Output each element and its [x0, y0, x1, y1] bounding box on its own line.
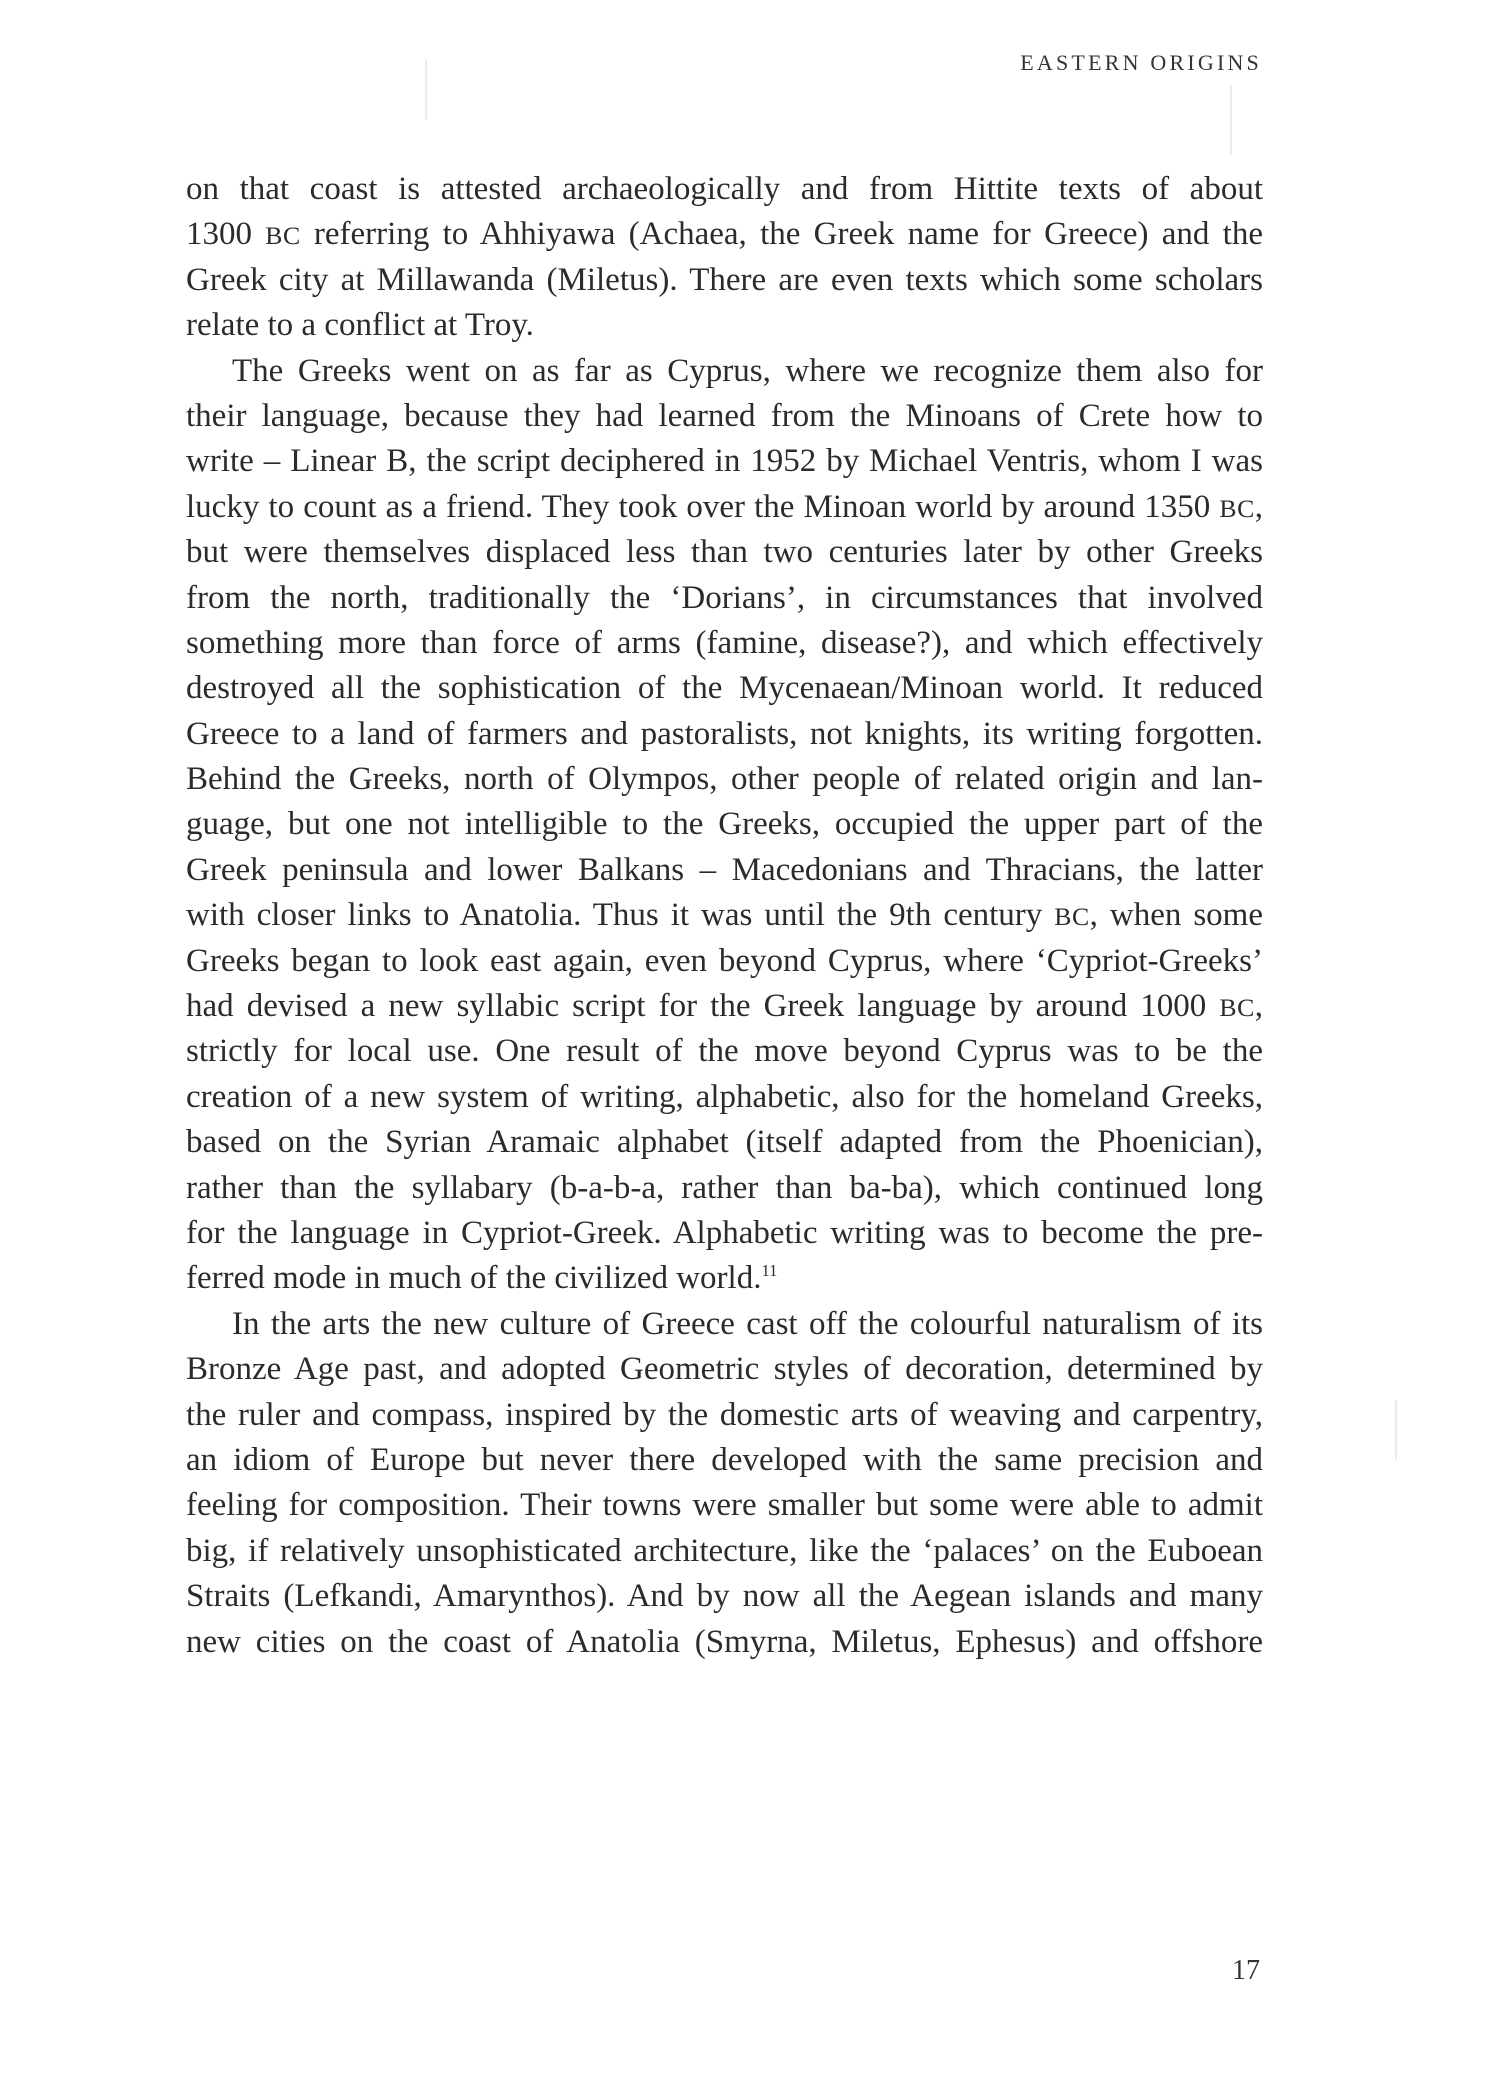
- text-line: Bronze Age past, and adopted Geometric styles of decoration, determined by: [186, 1351, 1263, 1388]
- text-line: rather than the syllabary (b-a-b-a, rather than ba-ba), which continued long: [186, 1169, 1263, 1206]
- text-line: big, if relatively unsophisticated architecture, like the ‘palaces’ on the Euboean: [186, 1532, 1263, 1569]
- text-line: write – Linear B, the script deciphered in 1952 by Michael Ventris, whom I was: [186, 443, 1263, 480]
- text-line: had devised a new syllabic script for the Greek language by around 1000 BC,: [186, 988, 1263, 1025]
- text-line: based on the Syrian Aramaic alphabet (itself adapted from the Phoenician),: [186, 1124, 1263, 1161]
- text-line: with closer links to Anatolia. Thus it was until the 9th century BC, when some: [186, 897, 1263, 934]
- page-number: 17: [1232, 1955, 1260, 1986]
- text-line: In the arts the new culture of Greece cast off the colourful naturalism of its: [232, 1305, 1263, 1342]
- text-line: feeling for composition. Their towns were smaller but some were able to admit: [186, 1487, 1263, 1524]
- paragraph: [186, 167, 1263, 349]
- text-line: lucky to count as a friend. They took over the Minoan world by around 1350 BC,: [186, 488, 1263, 525]
- text-line: their language, because they had learned from the Minoans of Crete how to: [186, 397, 1263, 434]
- text-line: strictly for local use. One result of the move beyond Cyprus was to be the: [186, 1033, 1263, 1070]
- scan-artifact: [425, 60, 427, 120]
- text-line: The Greeks went on as far as Cyprus, where we recognize them also for: [232, 352, 1263, 389]
- text-line: new cities on the coast of Anatolia (Smyrna, Miletus, Ephesus) and offshore: [186, 1623, 1263, 1660]
- footnote-reference[interactable]: 11: [761, 1261, 778, 1281]
- text-line: an idiom of Europe but never there developed with the same precision and: [186, 1441, 1263, 1478]
- text-line: Greece to a land of farmers and pastoralists, not knights, its writing forgotten.: [186, 715, 1263, 752]
- text-line: destroyed all the sophistication of the Mycenaean/Minoan world. It reduced: [186, 670, 1263, 707]
- scan-artifact: [1395, 1400, 1397, 1460]
- scan-artifact: [1230, 85, 1232, 155]
- paragraph: [186, 1302, 1263, 1665]
- text-line: on that coast is attested archaeologically and from Hittite texts of about: [186, 171, 1263, 207]
- paragraph: [186, 349, 1263, 1302]
- text-line: something more than force of arms (famine, disease?), and which effectively: [186, 624, 1263, 661]
- text-line: from the north, traditionally the ‘Dorians’, in circumstances that involved: [186, 579, 1263, 616]
- body-text: [186, 167, 1263, 1665]
- text-line: 1300 BC referring to Ahhiyawa (Achaea, the Greek name for Greece) and the: [186, 216, 1263, 253]
- text-line: Greek peninsula and lower Balkans – Macedonians and Thracians, the latter: [186, 851, 1263, 888]
- running-head: EASTERN ORIGINS: [1020, 50, 1262, 75]
- text-line: Greeks began to look east again, even beyond Cyprus, where ‘Cypriot-Greeks’: [186, 942, 1263, 979]
- text-line: Straits (Lefkandi, Amarynthos). And by now all the Aegean islands and many: [186, 1578, 1263, 1615]
- text-line: Greek city at Millawanda (Miletus). There are even texts which some scholars: [186, 261, 1263, 298]
- text-line: guage, but one not intelligible to the Greeks, occupied the upper part of the: [186, 806, 1263, 843]
- text-line: Behind the Greeks, north of Olympos, other people of related origin and lan-: [186, 761, 1263, 798]
- text-line: relate to a conflict at Troy.: [186, 307, 534, 344]
- text-line: the ruler and compass, inspired by the domestic arts of weaving and carpentry,: [186, 1396, 1263, 1433]
- text-line: but were themselves displaced less than two centuries later by other Greeks: [186, 534, 1263, 571]
- text-line: ferred mode in much of the civilized world.$^{11}$: [186, 1260, 778, 1297]
- text-line: for the language in Cypriot-Greek. Alphabetic writing was to become the pre-: [186, 1214, 1263, 1251]
- text-line: creation of a new system of writing, alphabetic, also for the homeland Greeks,: [186, 1078, 1263, 1115]
